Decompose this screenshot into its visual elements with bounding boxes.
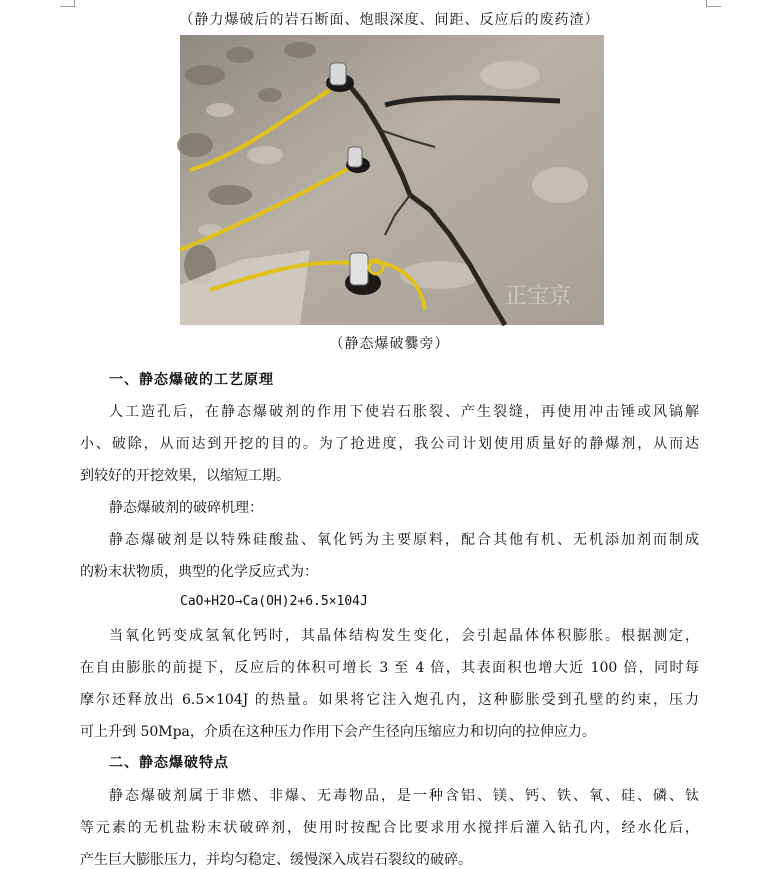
- paragraph-line: 可上升到 50Mpa，介质在这种压力作用下会产生径向压缩应力和切向的拉伸应力。: [80, 724, 596, 740]
- rock-blasting-photo: [180, 35, 604, 325]
- section-2-heading: 二、静态爆破特点: [109, 755, 229, 771]
- paragraph-line: 小、破除，从而达到开挖的目的。为了抢进度，我公司计划使用质量好的静爆剂，从而达: [80, 436, 699, 452]
- chemical-formula: CaO+H2O→Ca(OH)2+6.5×104J: [180, 594, 368, 609]
- page-corner-mark-right: [706, 0, 721, 7]
- paragraph-line: 产生巨大膨胀压力，并均匀稳定、缓慢深入成岩石裂纹的破碎。: [80, 852, 472, 868]
- paragraph-line: 人工造孔后，在静态爆破剂的作用下使岩石胀裂、产生裂缝，再使用冲击锤或风镐解: [109, 404, 699, 420]
- paragraph-line: 等元素的无机盐粉末状破碎剂，使用时按配合比要求用水搅拌后灌入钻孔内，经水化后，: [80, 820, 699, 836]
- paragraph-line: 到较好的开挖效果，以缩短工期。: [80, 468, 290, 484]
- photo-watermark: 正宝京: [505, 284, 572, 309]
- paragraph-line: 静态爆破剂属于非燃、非爆、无毒物品，是一种含铝、镁、钙、铁、氧、硅、磷、钛: [109, 788, 699, 804]
- paragraph-line: 摩尔还释放出 6.5×104J 的热量。如果将它注入炮孔内，这种膨胀受到孔壁的约束，压力: [80, 692, 699, 708]
- page-corner-mark-left: [60, 0, 75, 7]
- section-1-heading: 一、静态爆破的工艺原理: [109, 372, 274, 388]
- paragraph-line: 静态爆破剂的破碎机理：: [109, 500, 263, 516]
- paragraph-line: 的粉末状物质，典型的化学反应式为：: [80, 564, 318, 580]
- paragraph-line: 当氧化钙变成氢氧化钙时，其晶体结构发生变化，会引起晶体体积膨胀。根据测定，: [109, 628, 699, 644]
- paragraph-line: 在自由膨胀的前提下，反应后的体积可增长 3 至 4 倍，其表面积也增大近 100 倍，同时每: [80, 660, 699, 676]
- figure-top-caption: （静力爆破后的岩石断面、炮眼深度、间距、反应后的废药渣）: [179, 12, 600, 28]
- figure-bottom-caption: （静态爆破爨旁）: [329, 336, 450, 352]
- paragraph-line: 静态爆破剂是以特殊硅酸盐、氧化钙为主要原料，配合其他有机、无机添加剂而制成: [109, 532, 699, 548]
